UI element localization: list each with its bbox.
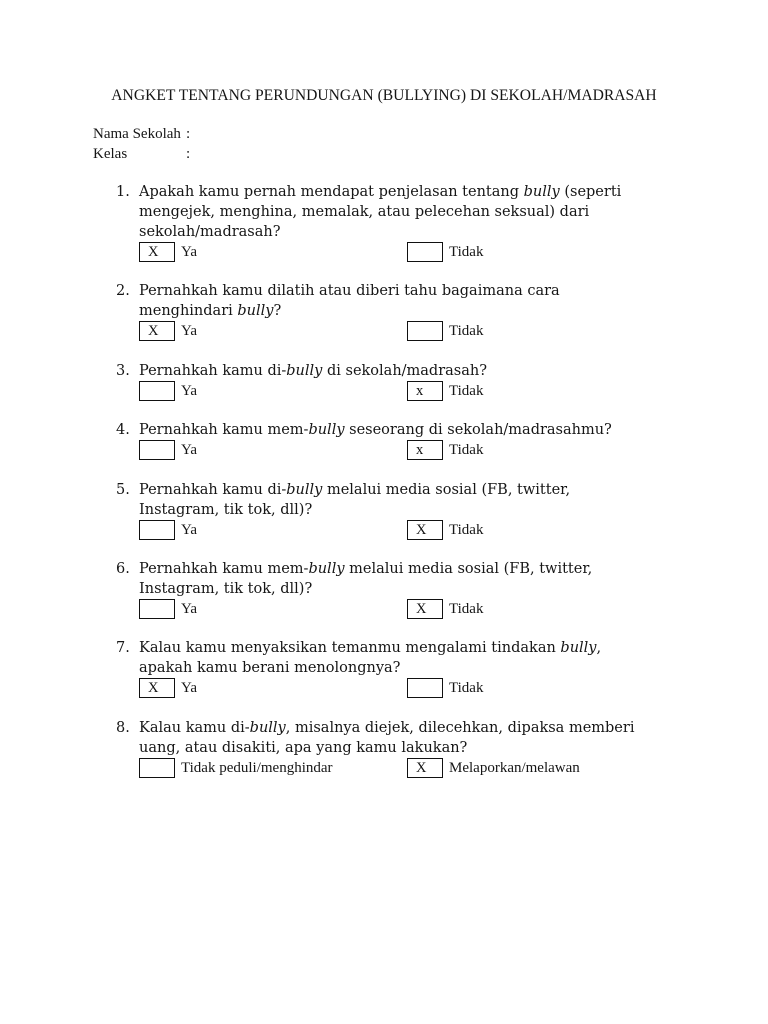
italic-term: bully [308,560,345,577]
option-ya[interactable] [139,678,407,698]
class-label: Kelas [93,146,128,162]
question-text: melalui media sosial (FB, twitter, [322,481,571,498]
checkbox-checked[interactable]: x [407,381,443,401]
option-tidak[interactable] [407,520,483,540]
question-text-line [139,559,746,579]
italic-term: bully [523,184,560,200]
question-text: mengejek, menghina, memalak, atau pelecehan seksual) dari [139,204,590,220]
question-text: melalui media sosial (FB, twitter, [344,560,593,577]
question-list [116,182,746,797]
question-text-line [139,658,746,678]
option-label: Tidak [449,600,484,617]
question-text: Pernahkah kamu mem- [139,422,309,439]
question-text: (seperti [559,184,622,200]
option-ya[interactable] [139,520,407,540]
question-text-line [139,738,746,758]
italic-term: bully [308,422,345,439]
question-number: 3. [116,362,130,379]
question-text-line [139,718,746,738]
question-text: Apakah kamu pernah mendapat penjelasan tentang [139,184,524,200]
question-number: 7. [116,640,130,657]
option-tidak[interactable] [407,678,483,698]
question-text-line [139,579,746,599]
question-text-line [139,480,746,500]
question-number: 1. [116,184,130,200]
question-text: sekolah/madrasah? [139,224,281,240]
question-text-line [139,182,746,202]
answer-options [139,242,746,262]
question-text: Pernahkah kamu dilatih atau diberi tahu bagaimana cara [139,283,560,300]
school-name-field [93,124,190,144]
checkbox[interactable] [139,381,175,401]
option-label: Ya [181,323,197,340]
option-tidak[interactable] [407,321,483,341]
question-text: Kalau kamu di- [139,719,250,736]
option-ya[interactable] [139,440,407,460]
question-text-line [139,202,746,222]
question-body [139,638,746,698]
question-text: ? [273,303,282,320]
option-tidak[interactable] [407,440,483,460]
answer-options [139,678,746,698]
question-7 [116,638,746,698]
option-ya[interactable] [139,321,407,341]
italic-term: bully [286,362,323,379]
question-number: 6. [116,560,130,577]
school-name-colon: : [186,126,191,142]
question-8 [116,718,746,778]
answer-options [139,440,746,460]
question-body [139,718,746,778]
question-body [139,559,746,619]
question-text: , misalnya diejek, dilecehkan, dipaksa memberi [285,719,635,736]
checkbox-checked[interactable]: X [407,599,443,619]
option-label: Ya [181,680,197,697]
option-label: Ya [181,442,197,459]
question-body [139,420,746,460]
option-label: Ya [181,521,197,538]
option-label: Tidak [449,323,484,340]
question-body [139,182,746,262]
option-label: Tidak peduli/menghindar [181,759,333,776]
question-text: Pernahkah kamu mem- [139,560,309,577]
question-text: , [596,640,602,657]
question-number: 8. [116,719,130,736]
question-body [139,361,746,401]
question-text-line [139,301,746,321]
answer-options [139,520,746,540]
question-text-line [139,500,746,520]
option-tidak[interactable] [407,242,483,262]
answer-options [139,381,746,401]
question-text-line [139,638,746,658]
question-text: Kalau kamu menyaksikan temanmu mengalami tindakan [139,640,561,657]
option-label: Tidak [449,382,484,399]
option-label: Ya [181,244,197,260]
checkbox[interactable] [139,599,175,619]
question-number: 2. [116,283,130,300]
school-name-label: Nama Sekolah [93,126,181,142]
question-text: Pernahkah kamu di- [139,481,287,498]
question-6 [116,559,746,619]
question-text-line [139,420,746,440]
checkbox[interactable] [139,440,175,460]
question-body [139,480,746,540]
question-text: Pernahkah kamu di- [139,362,287,379]
italic-term: bully [560,640,597,657]
option-tidak[interactable] [407,599,483,619]
checkbox-checked[interactable]: X [139,321,175,341]
checkbox-checked[interactable]: x [407,440,443,460]
question-1 [116,182,746,262]
option-ya[interactable] [139,381,407,401]
option-label: Melaporkan/melawan [449,759,580,776]
option-label: Tidak [449,680,484,697]
question-text-line [139,361,746,381]
question-text: uang, atau disakiti, apa yang kamu lakukan? [139,739,468,756]
checkbox[interactable] [407,678,443,698]
header-fields [93,124,190,164]
option-ya[interactable] [139,242,407,262]
answer-options [139,321,746,341]
checkbox[interactable] [407,321,443,341]
option-tidak[interactable] [407,381,483,401]
question-text: di sekolah/madrasah? [322,362,487,379]
question-text-line [139,222,746,242]
italic-term: bully [237,303,274,320]
option-melaporkan-melawan[interactable] [407,758,580,778]
class-field [93,144,190,164]
checkbox[interactable] [139,758,175,778]
option-label: Ya [181,382,197,399]
question-2 [116,281,746,341]
checkbox[interactable] [139,520,175,540]
question-text: apakah kamu berani menolongnya? [139,660,401,677]
class-colon: : [186,146,191,162]
checkbox[interactable] [407,242,443,262]
option-label: Ya [181,600,197,617]
checkbox-checked[interactable]: X [407,758,443,778]
question-text-line [139,281,746,301]
question-body [139,281,746,341]
italic-term: bully [286,481,323,498]
question-text: seseorang di sekolah/madrasahmu? [344,422,612,439]
option-tidak-peduli-menghindar[interactable] [139,758,407,778]
option-label: Tidak [449,442,484,459]
question-4 [116,420,746,460]
question-number: 4. [116,422,130,439]
answer-options [139,599,746,619]
question-5 [116,480,746,540]
question-3 [116,361,746,401]
question-text: menghindari [139,303,238,320]
option-label: Tidak [449,521,484,538]
checkbox-checked[interactable]: X [139,242,175,262]
italic-term: bully [249,719,286,736]
page-title: ANGKET TENTANG PERUNDUNGAN (BULLYING) DI SEKOLAH/MADRASAH [111,87,657,104]
question-text: Instagram, tik tok, dll)? [139,501,313,518]
question-number: 5. [116,481,130,498]
checkbox-checked[interactable]: X [407,520,443,540]
option-ya[interactable] [139,599,407,619]
question-text: Instagram, tik tok, dll)? [139,580,313,597]
answer-options [139,758,746,778]
checkbox-checked[interactable]: X [139,678,175,698]
option-label: Tidak [449,244,484,260]
